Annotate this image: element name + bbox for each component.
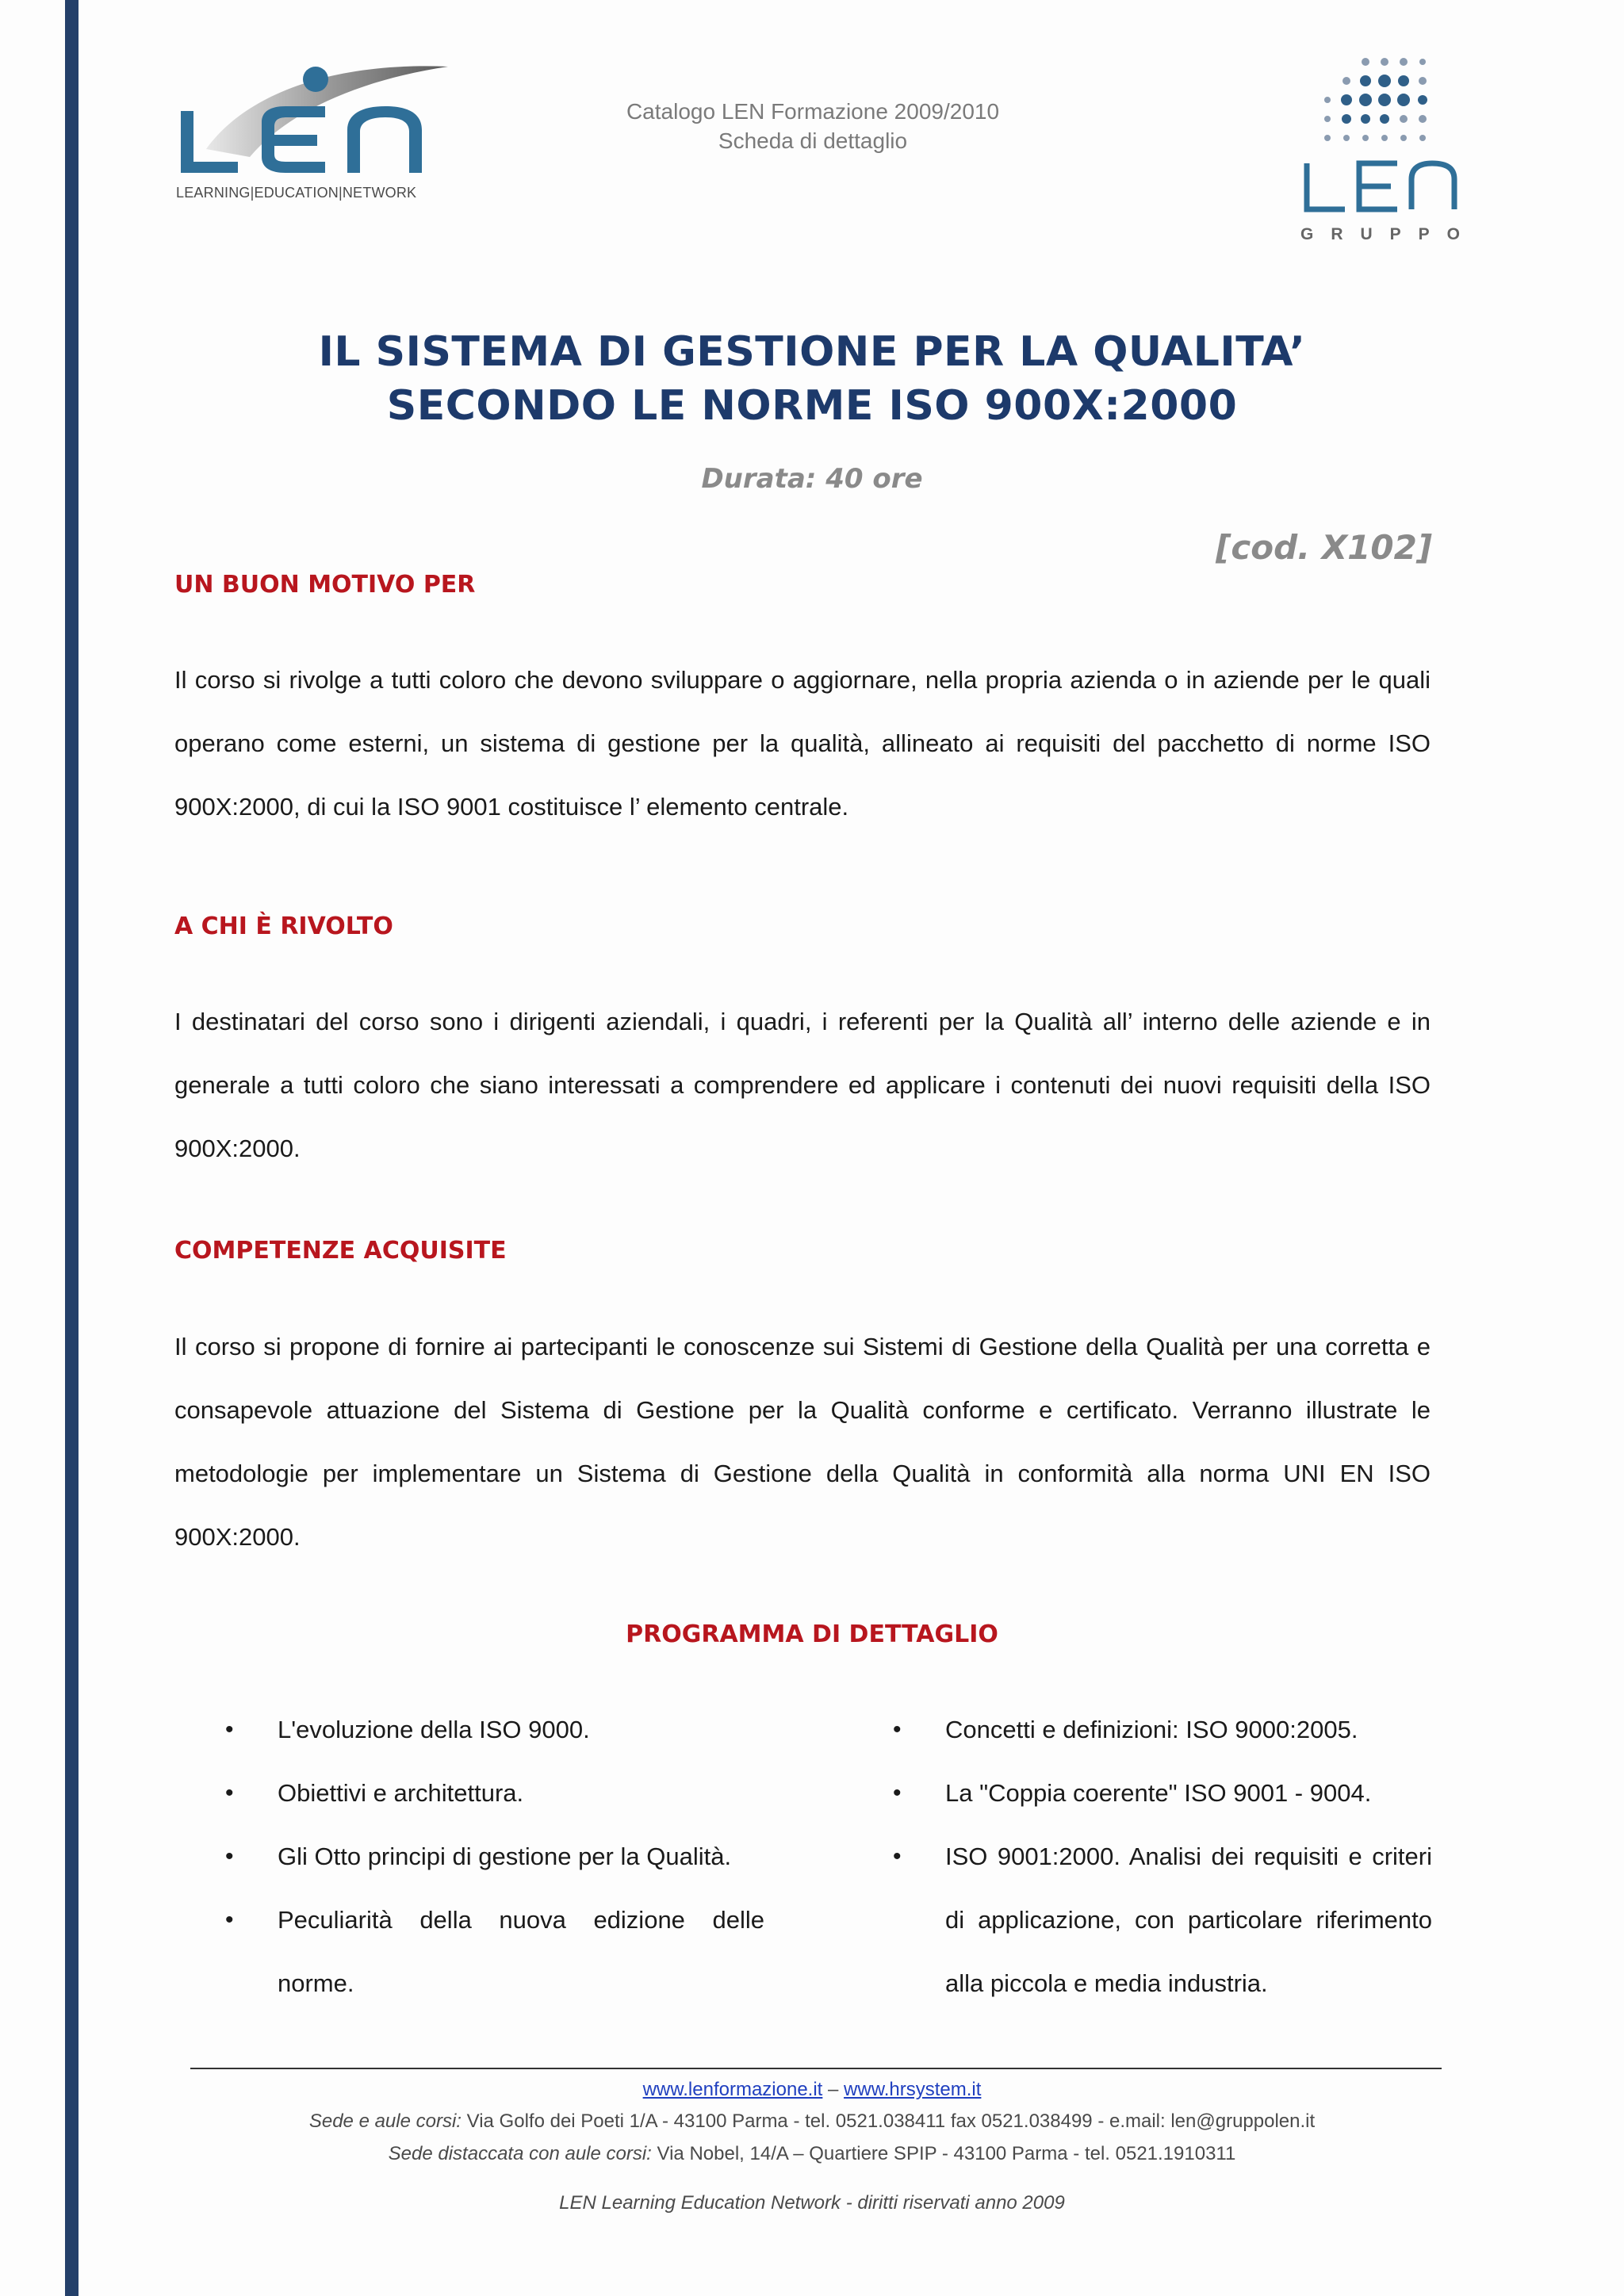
catalog-line: Catalogo LEN Formazione 2009/2010 — [626, 99, 1000, 124]
bullet-icon: • — [225, 1907, 234, 1933]
left-margin-bar — [65, 0, 79, 2296]
list-item: • Concetti e definizioni: ISO 9000:2005. — [847, 1698, 1432, 1762]
footer-sede-text: Via Golfo dei Poeti 1/A - 43100 Parma - tel. 0521.038411 fax 0521.038499 - e.mail: len@gruppolen.it — [461, 2110, 1316, 2132]
footer-link-separator: – — [822, 2079, 845, 2100]
bullet-icon: • — [893, 1843, 902, 1869]
paragraph-motivo: Il corso si rivolge a tutti coloro che devono sviluppare o aggiornare, nella propria azienda o in aziende per le quali operano come esterni, un sistema di gestione per la qualità, allineato ai requisiti del pacchetto di norme ISO 900X:2000, di cui la ISO 9001 costituisce l’ elemento centrale. — [174, 666, 1431, 821]
footer-divider — [190, 2068, 1442, 2069]
len-gruppo-logo — [1293, 52, 1478, 258]
footer-sede-label: Sede e aule corsi: — [308, 2110, 462, 2132]
link-lenformazione[interactable]: www.lenformazione.it — [642, 2079, 823, 2100]
paragraph-rivolto: I destinatari del corso sono i dirigenti aziendali, i quadri, i referenti per la Qualità all’ interno delle aziende e in generale a tutti coloro che siano interessati a comprendere ed applicare i contenuti dei nuovi requisiti della ISO 900X:2000. — [174, 1008, 1431, 1162]
bullet-icon: • — [893, 1716, 902, 1743]
course-duration: Durata: 40 ore — [701, 463, 923, 495]
bullet-icon: • — [225, 1843, 234, 1869]
list-item: • Gli Otto principi di gestione per la Qualità. — [179, 1825, 764, 1888]
list-item: • Peculiarità della nuova edizione delle norme. — [179, 1888, 764, 2015]
heading-motivo: UN BUON MOTIVO PER — [174, 571, 476, 599]
footer-distaccata-text: Via Nobel, 14/A – Quartiere SPIP - 43100 Parma - tel. 0521.1910311 — [651, 2143, 1236, 2164]
course-title-line1: IL SISTEMA DI GESTIONE PER LA QUALITA’ — [318, 328, 1306, 376]
footer-distaccata — [159, 2143, 1465, 2165]
len-logo-mark — [174, 62, 460, 181]
len-logo-tagline: LEARNING|EDUCATION|NETWORK — [176, 185, 417, 201]
footer-sede — [159, 2110, 1465, 2133]
program-list-left — [179, 1698, 764, 2015]
len-gruppo-logo-mark — [1293, 52, 1475, 219]
heading-rivolto: A CHI È RIVOLTO — [174, 913, 393, 940]
footer-links — [159, 2079, 1465, 2101]
gruppo-word: GRUPPO — [1300, 225, 1478, 243]
list-item: • Obiettivi e architettura. — [179, 1762, 764, 1825]
course-title-line2: SECONDO LE NORME ISO 900X:2000 — [386, 382, 1238, 430]
len-logo — [174, 62, 460, 209]
link-hrsystem[interactable]: www.hrsystem.it — [844, 2079, 982, 2100]
program-list-right — [847, 1698, 1432, 2015]
list-item: • ISO 9001:2000. Analisi dei requisiti e criteri di applicazione, con particolare riferimento alla piccola e media industria. — [847, 1825, 1432, 2015]
heading-programma: PROGRAMMA DI DETTAGLIO — [626, 1621, 998, 1648]
bullet-icon: • — [225, 1716, 234, 1743]
footer-distaccata-label: Sede distaccata con aule corsi: — [388, 2143, 652, 2164]
bullet-icon: • — [893, 1780, 902, 1806]
course-title — [159, 325, 1465, 433]
detail-line: Scheda di dettaglio — [718, 128, 908, 153]
header-center — [523, 97, 1102, 155]
heading-competenze: COMPETENZE ACQUISITE — [174, 1237, 507, 1265]
footer-rights: LEN Learning Education Network - diritti riservati anno 2009 — [559, 2192, 1065, 2214]
list-item: • L'evoluzione della ISO 9000. — [179, 1698, 764, 1762]
bullet-icon: • — [225, 1780, 234, 1806]
course-code: [cod. X102] — [1216, 528, 1432, 567]
list-item: • La "Coppia coerente" ISO 9001 - 9004. — [847, 1762, 1432, 1825]
paragraph-competenze: Il corso si propone di fornire ai partecipanti le conoscenze sui Sistemi di Gestione della Qualità per una corretta e consapevole attuazione del Sistema di Gestione per la Qualità conforme e certificato. Verranno illustrate le metodologie per implementare un Sistema di Gestione della Qualità in conformità alla norma UNI EN ISO 900X:2000. — [174, 1333, 1431, 1551]
